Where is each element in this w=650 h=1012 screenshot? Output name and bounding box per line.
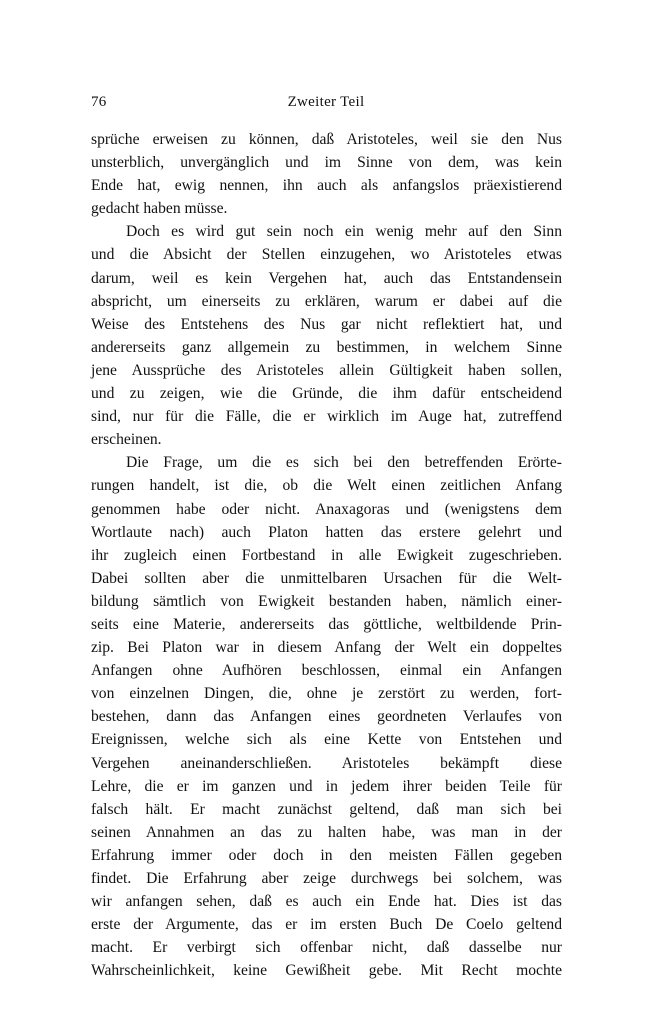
page-number: 76	[91, 94, 107, 110]
running-head	[91, 94, 561, 116]
text-line: und zu zeigen, wie die Gründe, die ihm dafür entscheidend	[91, 385, 562, 403]
text-line: Erfahrung immer oder doch in den meisten Fällen gegeben	[91, 846, 562, 864]
text-line: Anfangen ohne Aufhören beschlossen, einmal ein Anfangen	[91, 662, 562, 680]
text-line: sprüche erweisen zu können, daß Aristoteles, weil sie den Nus	[91, 131, 562, 148]
text-line: erste der Argumente, das er im ersten Buch De Coelo geltend	[91, 916, 562, 934]
text-line: abspricht, um einerseits zu erklären, warum er dabei auf die	[91, 292, 562, 310]
text-line: sind, nur für die Fälle, die er wirklich im Auge hat, zutreffend	[91, 408, 562, 426]
text-line: erscheinen.	[91, 431, 162, 449]
text-line: zip. Bei Platon war in diesem Anfang der Welt ein doppeltes	[91, 639, 562, 657]
running-title: Zweiter Teil	[287, 94, 365, 110]
paragraph-first-line: Die Frage, um die es sich bei den betreffenden Erörte-	[126, 454, 562, 472]
text-line: von einzelnen Dingen, die, ohne je zerstört zu werden, fort-	[91, 685, 562, 703]
text-line: andererseits ganz allgemein zu bestimmen, in welchem Sinne	[91, 338, 562, 356]
text-line: jene Aussprüche des Aristoteles allein Gültigkeit haben sollen,	[91, 361, 562, 379]
body-text	[91, 128, 562, 982]
text-line: Wortlaute nach) auch Platon hatten das erstere gelehrt und	[91, 523, 562, 541]
text-line: bestehen, dann das Anfangen eines geordneten Verlaufes von	[91, 708, 562, 726]
text-line: macht. Er verbirgt sich offenbar nicht, daß dasselbe nur	[91, 939, 562, 957]
text-line: Vergehen aneinanderschließen. Aristoteles bekämpft diese	[91, 754, 562, 772]
text-line: gedacht haben müsse.	[91, 200, 228, 218]
text-line: falsch hält. Er macht zunächst geltend, daß man sich bei	[91, 800, 562, 818]
text-line: seits eine Materie, andererseits das göttliche, weltbildende Prin-	[91, 615, 562, 633]
text-line: rungen handelt, ist die, ob die Welt einen zeitlichen Anfang	[91, 477, 562, 495]
paragraph-first-line: Doch es wird gut sein noch ein wenig mehr auf den Sinn	[126, 223, 562, 241]
text-line: seinen Annahmen an das zu halten habe, was man in der	[91, 823, 562, 841]
text-line: ihr zugleich einen Fortbestand in alle Ewigkeit zugeschrieben.	[91, 546, 562, 564]
text-line: und die Absicht der Stellen einzugehen, wo Aristoteles etwas	[91, 246, 562, 264]
text-line: Wahrscheinlichkeit, keine Gewißheit gebe. Mit Recht mochte	[91, 962, 562, 980]
text-line: Weise des Entstehens des Nus gar nicht reflektiert hat, und	[91, 315, 562, 333]
text-line: Dabei sollten aber die unmittelbaren Ursachen für die Welt-	[91, 569, 562, 587]
text-line: genommen habe oder nicht. Anaxagoras und (wenigstens dem	[91, 500, 562, 518]
text-line: Ereignissen, welche sich als eine Kette von Entstehen und	[91, 731, 562, 749]
text-line: wir anfangen sehen, daß es auch ein Ende hat. Dies ist das	[91, 893, 562, 911]
text-line: Ende hat, ewig nennen, ihn auch als anfangslos präexistierend	[91, 177, 562, 195]
text-line: darum, weil es kein Vergehen hat, auch das Entstandensein	[91, 269, 562, 287]
text-line: bildung sämtlich von Ewigkeit bestanden haben, nämlich einer-	[91, 592, 562, 610]
text-line: findet. Die Erfahrung aber zeige durchwegs bei solchem, was	[91, 870, 562, 887]
text-line: Lehre, die er im ganzen und in jedem ihrer beiden Teile für	[91, 777, 562, 795]
text-line: unsterblich, unvergänglich und im Sinne von dem, was kein	[91, 154, 562, 172]
